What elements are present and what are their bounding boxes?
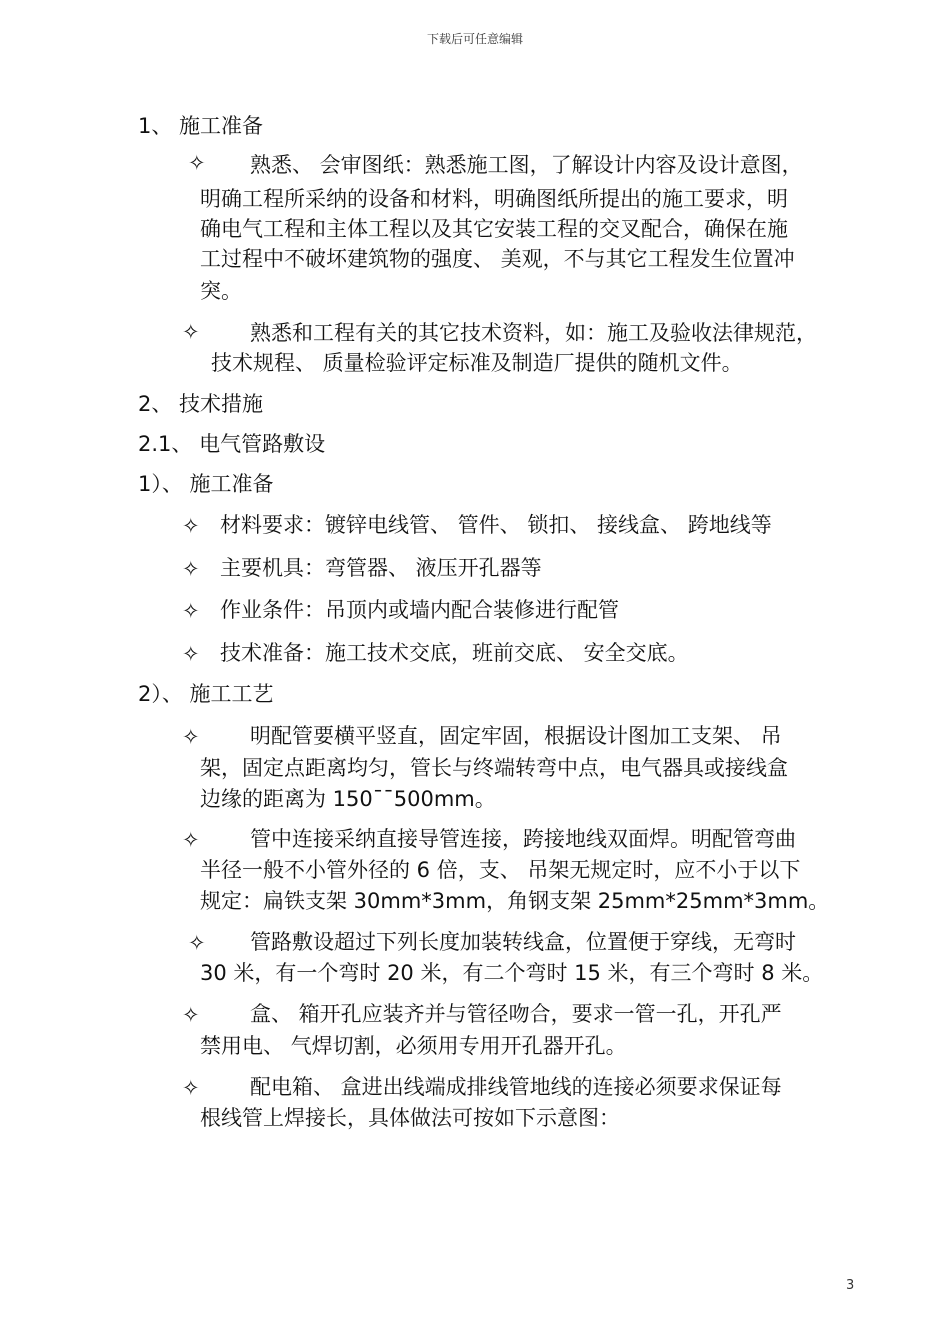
paragraph-line: 边缘的距离为 150¯¯500mm。	[200, 787, 496, 811]
bullet-icon: ✧	[182, 828, 200, 852]
paragraph-line: 半径一般不小管外径的 6 倍，支、 吊架无规定时，应不小于以下	[200, 858, 801, 882]
paragraph-line: 管路敷设超过下列长度加装转线盒，位置便于穿线，无弯时	[250, 930, 796, 954]
paragraph-line: 管中连接采纳直接导管连接，跨接地线双面焊。明配管弯曲	[250, 827, 796, 851]
paragraph-line: 明配管要横平竖直，固定牢固，根据设计图加工支架、 吊	[250, 724, 782, 748]
bullet-text: 主要机具：弯管器、 液压开孔器等	[220, 556, 542, 580]
subsection-heading: 2.1、 电气管路敷设	[138, 432, 326, 456]
page-header: 下载后可任意编辑	[426, 32, 523, 46]
paragraph-line: 确电气工程和主体工程以及其它安装工程的交叉配合，确保在施	[200, 217, 788, 241]
paragraph-line: 盒、 箱开孔应装齐并与管径吻合，要求一管一孔，开孔严	[250, 1002, 782, 1026]
page-number: 3	[846, 1278, 855, 1293]
bullet-text: 技术准备：施工技术交底，班前交底、 安全交底。	[220, 641, 689, 665]
paragraph-line: 熟悉、 会审图纸：熟悉施工图，了解设计内容及设计意图，	[250, 153, 803, 177]
paragraph-line: 规定：扁铁支架 30mm*3mm，角钢支架 25mm*25mm*3mm。	[200, 889, 830, 913]
bullet-text: 材料要求：镀锌电线管、 管件、 锁扣、 接线盒、 跨地线等	[220, 513, 772, 537]
paragraph-line: 根线管上焊接长，具体做法可按如下示意图：	[200, 1106, 620, 1130]
paragraph-line: 突。	[200, 279, 242, 303]
paragraph-line: 30 米，有一个弯时 20 米，有二个弯时 15 米，有三个弯时 8 米。	[200, 961, 824, 985]
bullet-icon: ✧	[182, 599, 200, 623]
section-heading: 2、 技术措施	[138, 392, 264, 416]
bullet-icon: ✧	[182, 557, 200, 581]
bullet-icon: ✧	[182, 725, 200, 749]
bullet-text: 作业条件：吊顶内或墙内配合装修进行配管	[220, 598, 619, 622]
bullet-icon: ✧	[182, 642, 200, 666]
section-heading: 1、 施工准备	[138, 114, 264, 138]
bullet-icon: ✧	[182, 320, 200, 344]
subsection-heading: 2）、 施工工艺	[138, 682, 274, 706]
paragraph-line: 明确工程所采纳的设备和材料，明确图纸所提出的施工要求，明	[200, 187, 788, 211]
bullet-icon: ✧	[188, 931, 206, 955]
paragraph-line: 架，固定点距离均匀，管长与终端转弯中点，电气器具或接线盒	[200, 756, 788, 780]
paragraph-line: 禁用电、 气焊切割，必须用专用开孔器开孔。	[200, 1034, 627, 1058]
bullet-icon: ✧	[182, 1076, 200, 1100]
paragraph-line: 熟悉和工程有关的其它技术资料，如：施工及验收法律规范，	[250, 321, 817, 345]
bullet-icon: ✧	[182, 1003, 200, 1027]
bullet-icon: ✧	[182, 514, 200, 538]
paragraph-line: 技术规程、 质量检验评定标准及制造厂提供的随机文件。	[211, 351, 743, 375]
paragraph-line: 配电箱、 盒进出线端成排线管地线的连接必须要求保证每	[250, 1075, 782, 1099]
bullet-icon: ✧	[188, 151, 206, 175]
subsection-heading: 1）、 施工准备	[138, 472, 274, 496]
paragraph-line: 工过程中不破坏建筑物的强度、 美观，不与其它工程发生位置冲	[200, 247, 795, 271]
